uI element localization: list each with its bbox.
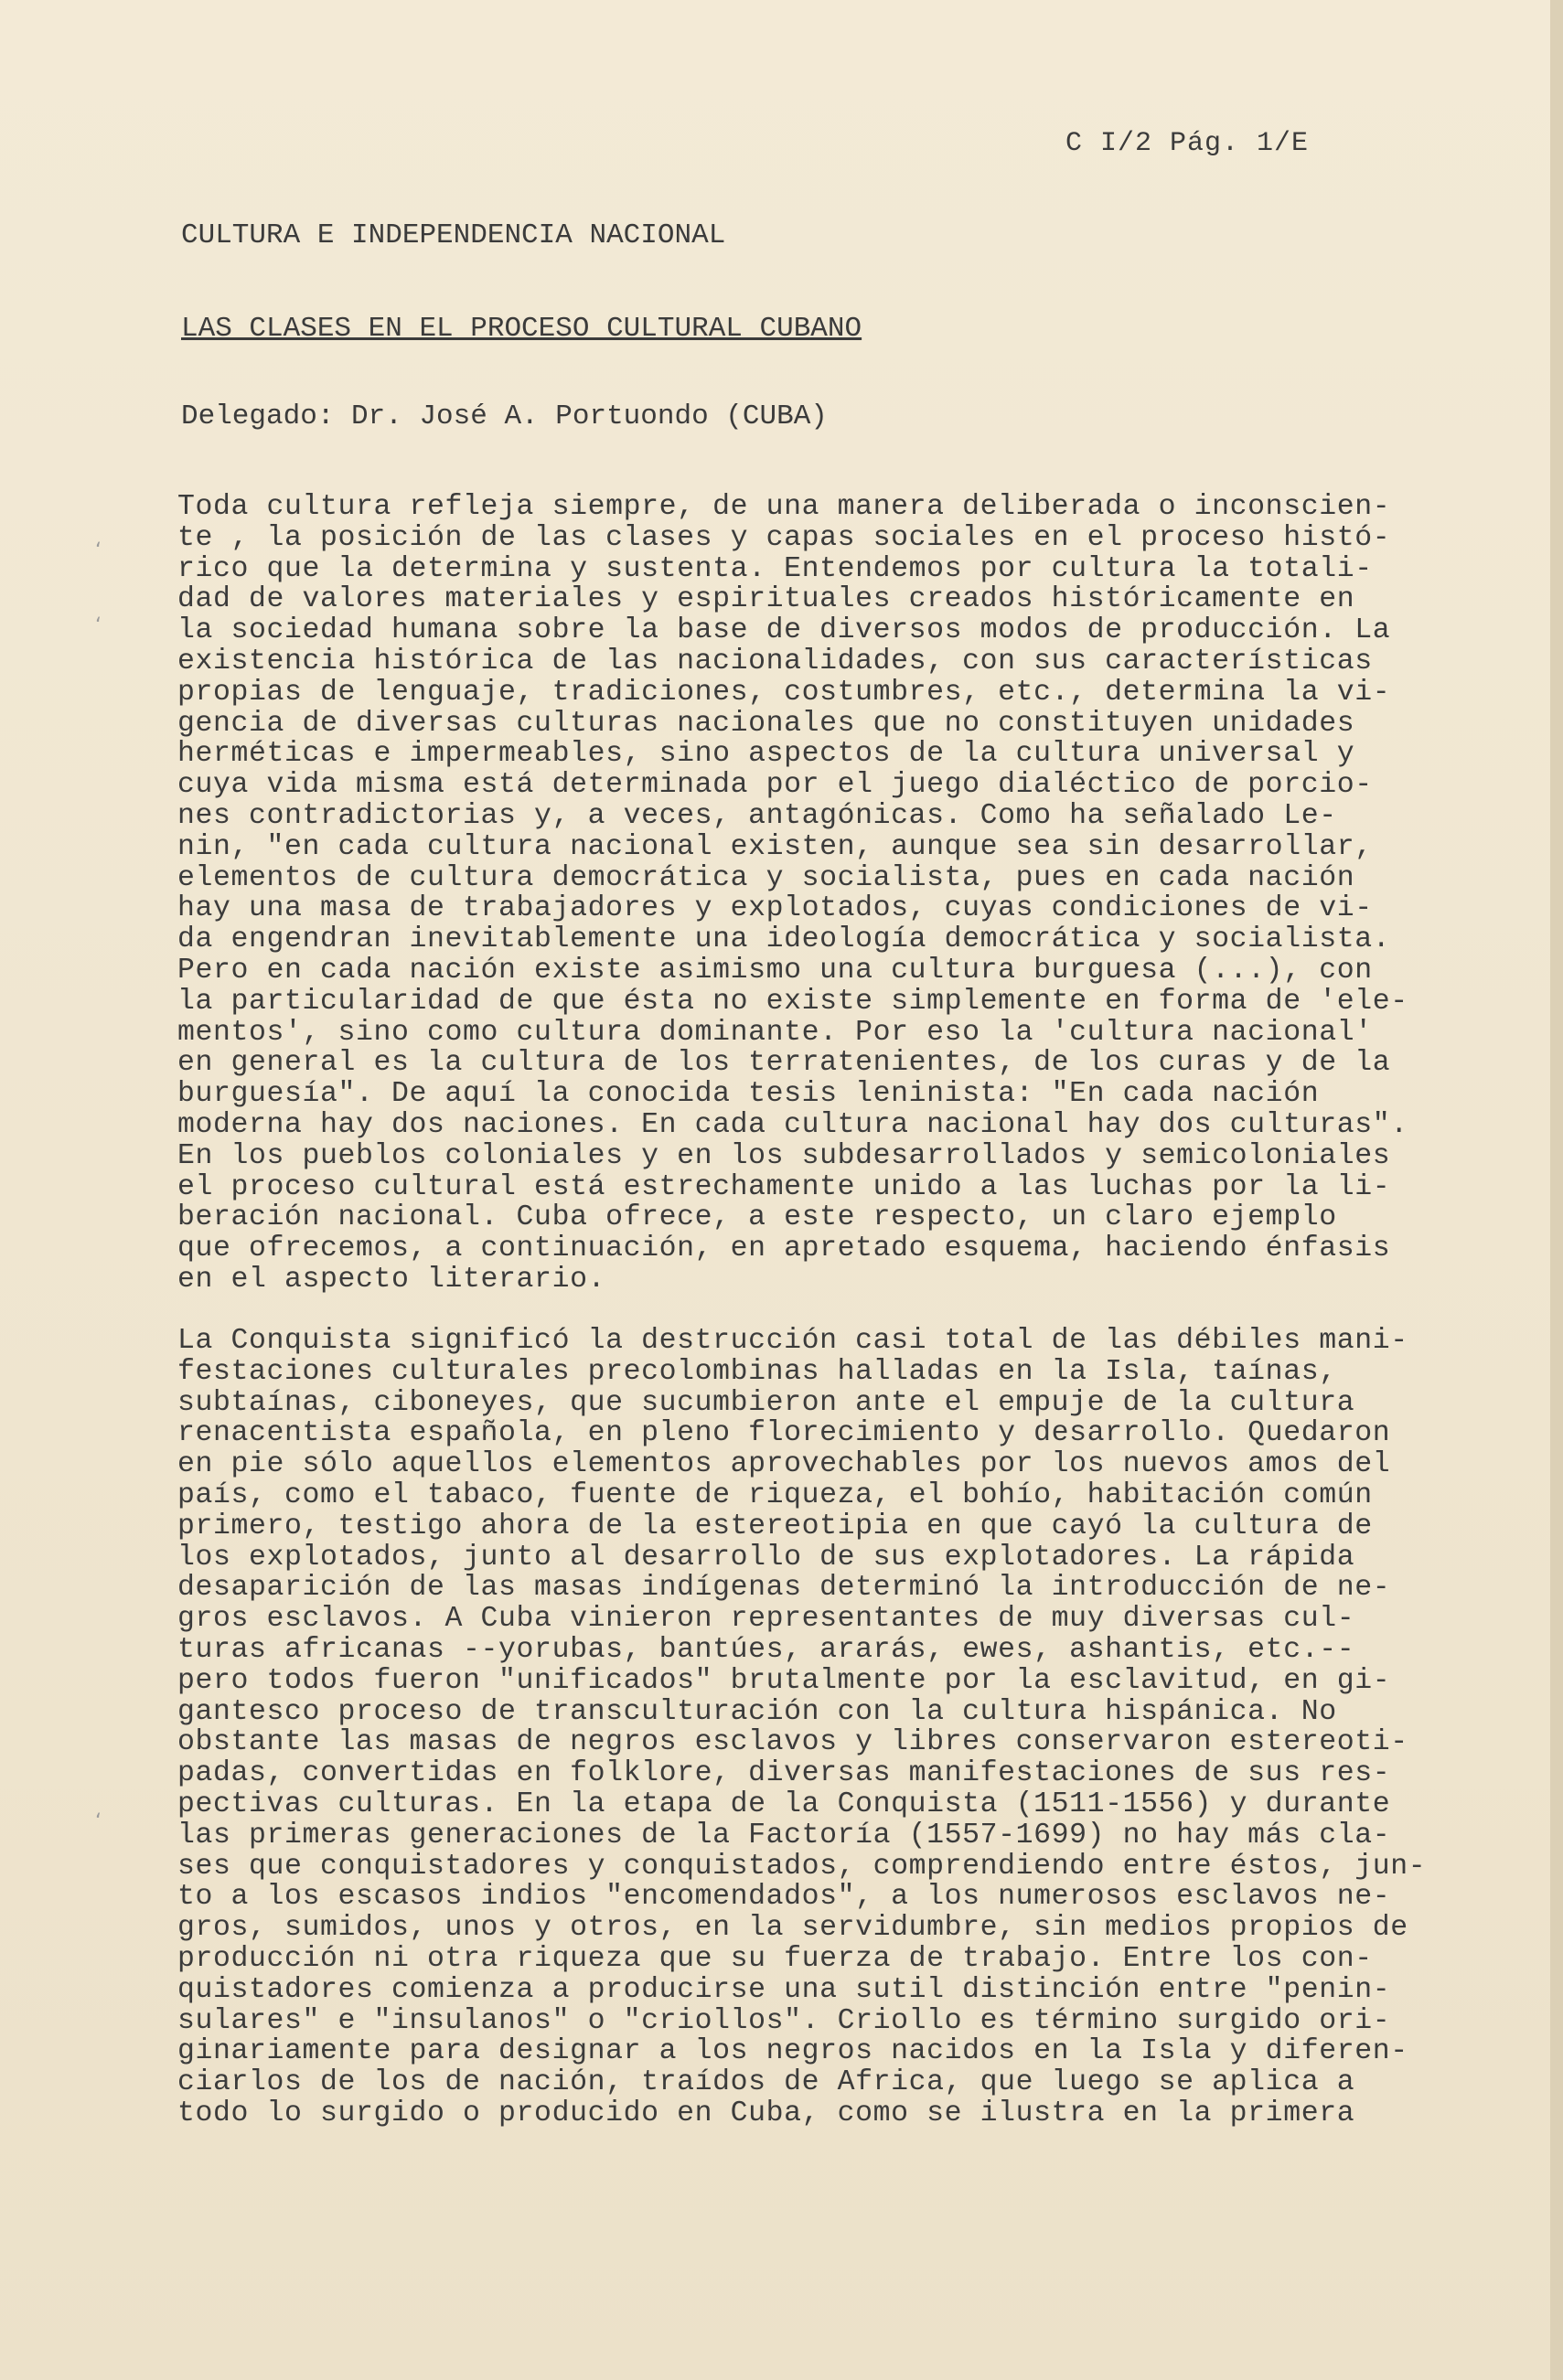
text-line: dad de valores materiales y espirituales creados históricamente en [177,583,1355,616]
margin-tick-mark: ‘ [95,1810,102,1833]
text-line: moderna hay dos naciones. En cada cultura nacional hay dos culturas". [177,1108,1408,1141]
document-title: CULTURA E INDEPENDENCIA NACIONAL [181,219,726,251]
page-reference: C I/2 Pág. 1/E [1065,128,1310,159]
body-paragraph-1 [177,492,1408,1296]
text-line: en pie sólo aquellos elementos aprovechables por los nuevos amos del [177,1448,1391,1481]
text-line: nin, "en cada cultura nacional existen, aunque sea sin desarrollar, [177,830,1373,863]
text-line: país, como el tabaco, fuente de riqueza, el bohío, habitación común [177,1478,1373,1511]
text-line: da engendran inevitablemente una ideología democrática y socialista. [177,923,1391,956]
text-line: gencia de diversas culturas nacionales que no constituyen unidades [177,707,1355,740]
text-line: La Conquista significó la destrucción casi total de las débiles mani- [177,1325,1408,1357]
text-line: pero todos fueron "unificados" brutalmente por la esclavitud, en gi- [177,1664,1391,1697]
text-line: beración nacional. Cuba ofrece, a este respecto, un claro ejemplo [177,1201,1337,1234]
text-line: sulares" e "insulanos" o "criollos". Criollo es término surgido ori- [177,2004,1391,2037]
text-line: elementos de cultura democrática y socialista, pues en cada nación [177,861,1355,894]
text-line: renacentista española, en pleno florecimiento y desarrollo. Quedaron [177,1417,1391,1450]
text-line: herméticas e impermeables, sino aspectos de la cultura universal y [177,738,1355,771]
text-line: pectivas culturas. En la etapa de la Conquista (1511-1556) y durante [177,1788,1391,1820]
text-line: gantesco proceso de transculturación con la cultura hispánica. No [177,1695,1337,1728]
text-line: festaciones culturales precolombinas halladas en la Isla, taínas, [177,1355,1337,1388]
text-line: burguesía". De aquí la conocida tesis leninista: "En cada nación [177,1078,1320,1111]
document-subtitle: LAS CLASES EN EL PROCESO CULTURAL CUBANO [181,313,862,345]
text-line: quistadores comienza a producirse una sutil distinción entre "penin- [177,1973,1391,2006]
text-line: mentos', sino como cultura dominante. Por eso la 'cultura nacional' [177,1016,1373,1049]
text-line: te , la posición de las clases y capas sociales en el proceso histó- [177,521,1391,554]
text-line: obstante las masas de negros esclavos y libres conservaron estereoti- [177,1726,1408,1759]
margin-tick-mark: ‘ [95,539,102,562]
text-line: propias de lenguaje, tradiciones, costumbres, etc., determina la vi- [177,676,1391,709]
text-line: to a los escasos indios "encomendados", a los numerosos esclavos ne- [177,1881,1391,1914]
text-line: ses que conquistadores y conquistados, comprendiendo entre éstos, jun- [177,1850,1427,1883]
text-line: subtaínas, ciboneyes, que sucumbieron ante el empuje de la cultura [177,1386,1355,1419]
text-line: primero, testigo ahora de la estereotipia en que cayó la cultura de [177,1510,1373,1542]
text-line: la particularidad de que ésta no existe simplemente en forma de 'ele- [177,985,1408,1018]
text-line: gros, sumidos, unos y otros, en la servidumbre, sin medios propios de [177,1912,1408,1945]
text-line: nes contradictorias y, a veces, antagónicas. Como ha señalado Le- [177,799,1337,832]
text-line: turas africanas --yorubas, bantúes, ararás, ewes, ashantis, etc.-- [177,1633,1355,1666]
page-edge [1550,0,1563,2380]
text-line: ciarlos de los de nación, traídos de Africa, que luego se aplica a [177,2066,1355,2099]
text-line: en el aspecto literario. [177,1263,606,1296]
text-line: Toda cultura refleja siempre, de una manera deliberada o inconscien- [177,491,1391,523]
margin-tick-mark: ‘ [95,614,102,637]
text-line: todo lo surgido o producido en Cuba, como se ilustra en la primera [177,2097,1355,2129]
text-line: existencia histórica de las nacionalidades, con sus características [177,645,1373,678]
text-line: producción ni otra riqueza que su fuerza de trabajo. Entre los con- [177,1942,1373,1975]
text-line: rico que la determina y sustenta. Entendemos por cultura la totali- [177,552,1373,585]
text-line: en general es la cultura de los terratenientes, de los curas y de la [177,1047,1391,1080]
text-line: los explotados, junto al desarrollo de sus explotadores. La rápida [177,1541,1355,1574]
text-line: En los pueblos coloniales y en los subdesarrollados y semicoloniales [177,1139,1391,1172]
text-line: las primeras generaciones de la Factoría (1557-1699) no hay más cla- [177,1819,1391,1852]
text-line: el proceso cultural está estrechamente unido a las luchas por la li- [177,1170,1391,1203]
delegate-line: Delegado: Dr. José A. Portuondo (CUBA) [181,400,828,432]
text-line: hay una masa de trabajadores y explotados, cuyas condiciones de vi- [177,892,1373,925]
text-line: padas, convertidas en folklore, diversas manifestaciones de sus res- [177,1757,1391,1790]
body-paragraph-2 [177,1326,1426,2129]
text-line: la sociedad humana sobre la base de diversos modos de producción. La [177,614,1391,647]
text-line: gros esclavos. A Cuba vinieron representantes de muy diversas cul- [177,1603,1355,1636]
text-line: que ofrecemos, a continuación, en apretado esquema, haciendo énfasis [177,1233,1391,1265]
text-line: ginariamente para designar a los negros nacidos en la Isla y diferen- [177,2035,1408,2068]
text-line: desaparición de las masas indígenas determinó la introducción de ne- [177,1572,1391,1605]
text-line: Pero en cada nación existe asimismo una cultura burguesa (...), con [177,954,1373,987]
text-line: cuya vida misma está determinada por el juego dialéctico de porcio- [177,769,1373,802]
